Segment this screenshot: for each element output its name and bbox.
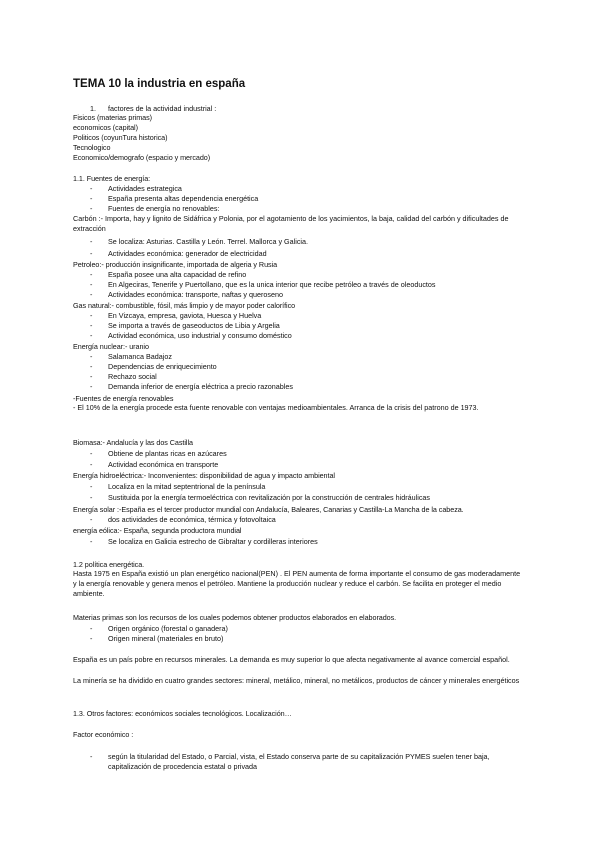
nuclear-paragraph: Energía nuclear:- uranio: [73, 342, 149, 351]
renewable-heading: -Fuentes de energía renovables: [73, 394, 174, 403]
list-item: - Actividades económica: generador de electricidad: [90, 249, 267, 258]
factor-line: Tecnologico: [73, 143, 111, 152]
list-item: - Actividad económica, uso industrial y consumo doméstico: [90, 331, 292, 340]
list-item: - Sustituida por la energía termoeléctrica con revitalización por la construcción de centrales hidráulicas: [90, 493, 431, 502]
materials-paragraph: Materias primas son los recursos de los cuales podemos obtener productos elaborados en elaborados.: [73, 613, 397, 622]
renewable-paragraph: - El 10% de la energía procede esta fuente renovable con ventajas medioambientales. Arranca de la crisis del patrono de 1973.: [73, 403, 479, 412]
economic-factor-heading: Factor económico :: [73, 730, 134, 739]
list-item: - Salamanca Badajoz: [90, 352, 172, 361]
factor-line: Economico/demografo (espacio y mercado): [73, 153, 211, 162]
list-item: - Fuentes de energía no renovables:: [90, 204, 220, 213]
factor-line: Politicos (coyunTura historica): [73, 133, 168, 142]
minerals-paragraph: España es un país pobre en recursos minerales. La demanda es muy superior lo que afecta negativamente al avance comercial español.: [73, 655, 510, 664]
list-item: - España posee una alta capacidad de refino: [90, 270, 247, 279]
list-item: - Actividades estrategica: [90, 184, 182, 193]
list-item: - En Algeciras, Tenerife y Puertollano, que es la unica interior que recibe petróleo a través de oleoductos: [90, 280, 436, 289]
list-item: - Se localiza en Galicia estrecho de Gibraltar y cordilleras interiores: [90, 537, 318, 546]
other-factors-heading: 1.3. Otros factores: económicos sociales tecnológicos. Localización…: [73, 709, 292, 718]
list-item: - Demanda inferior de energía eléctrica a precio razonables: [90, 382, 293, 391]
biomasa-paragraph: Biomasa:- Andalucía y las dos Castilla: [73, 438, 193, 447]
list-item: - España presenta altas dependencia energética: [90, 194, 259, 203]
page-title: TEMA 10 la industria en españa: [73, 78, 246, 90]
list-item: - En Vizcaya, empresa, gaviota, Huesca y Huelva: [90, 311, 262, 320]
eolica-paragraph: energía eólica:- España, segunda productora mundial: [73, 526, 242, 535]
petroleo-paragraph: Petroleo:- producción insignificante, importada de algeria y Rusia: [73, 260, 278, 269]
list-item: - Localiza en la mitad septentrional de la península: [90, 482, 266, 491]
list-item: - Se localiza: Asturias. Castilla y León. Terrel. Mallorca y Galicia.: [90, 237, 308, 246]
factor-line: economicos (capital): [73, 123, 138, 132]
policy-heading: 1.2 política energética.: [73, 560, 145, 569]
factors-heading-text: factores de la actividad industrial :: [108, 104, 217, 113]
list-item: - según la titularidad del Estado, o Parcial, vista, el Estado conserva parte de su capitalización PYMES suelen tener baja, capitalización de procedencia estatal o privada: [90, 752, 490, 771]
list-item: - Origen orgánico (forestal o ganadera): [90, 624, 228, 633]
gas-paragraph: Gas natural:- combustible, fósil, más limpio y de mayor poder calorífico: [73, 301, 296, 310]
list-item: - dos actividades de económica, térmica y fotovoltaica: [90, 515, 276, 524]
list-item: - Origen mineral (materiales en bruto): [90, 634, 224, 643]
energy-heading: 1.1. Fuentes de energía:: [73, 174, 151, 183]
list-item: - Actividad económica en transporte: [90, 460, 219, 469]
hidro-paragraph: Energía hidroeléctrica:- Inconvenientes: disponibilidad de agua y impacto ambiental: [73, 471, 335, 480]
mining-paragraph: La minería se ha dividido en cuatro grandes sectores: mineral, metálico, mineral, no metálicos, productos de cáncer y minerales energéticos: [73, 676, 520, 685]
list-item: - Rechazo social: [90, 372, 157, 381]
list-item: - Se importa a través de gaseoductos de Libia y Argelia: [90, 321, 280, 330]
carbon-paragraph: Carbón :- Importa, hay y lignito de Sidáfrica y Polonia, por el agotamiento de los yacimientos, la baja, calidad del carbón y dificultades de extracción: [73, 214, 509, 233]
factors-number: 1.: [90, 104, 96, 113]
factors-heading: [90, 104, 216, 113]
list-item: - Dependencias de enriquecimiento: [90, 362, 217, 371]
policy-paragraph: Hasta 1975 en España existió un plan energético nacional(PEN) . El PEN aumenta de forma importante el consumo de gas moderadamente y la energía renovable y genera menos el petróleo. Mantiene la producción nuclear y reduce el carbón. Se facilita en proteger el medio ambiente.: [73, 569, 521, 598]
list-item: - Actividades económica: transporte, naftas y queroseno: [90, 290, 283, 299]
factor-line: Fisicos (materias primas): [73, 113, 153, 122]
solar-paragraph: Energía solar :-España es el tercer productor mundial con Andalucía, Baleares, Canarias y Castilla-La Mancha de la cabeza.: [73, 505, 464, 514]
list-item: - Obtiene de plantas ricas en azúcares: [90, 449, 227, 458]
